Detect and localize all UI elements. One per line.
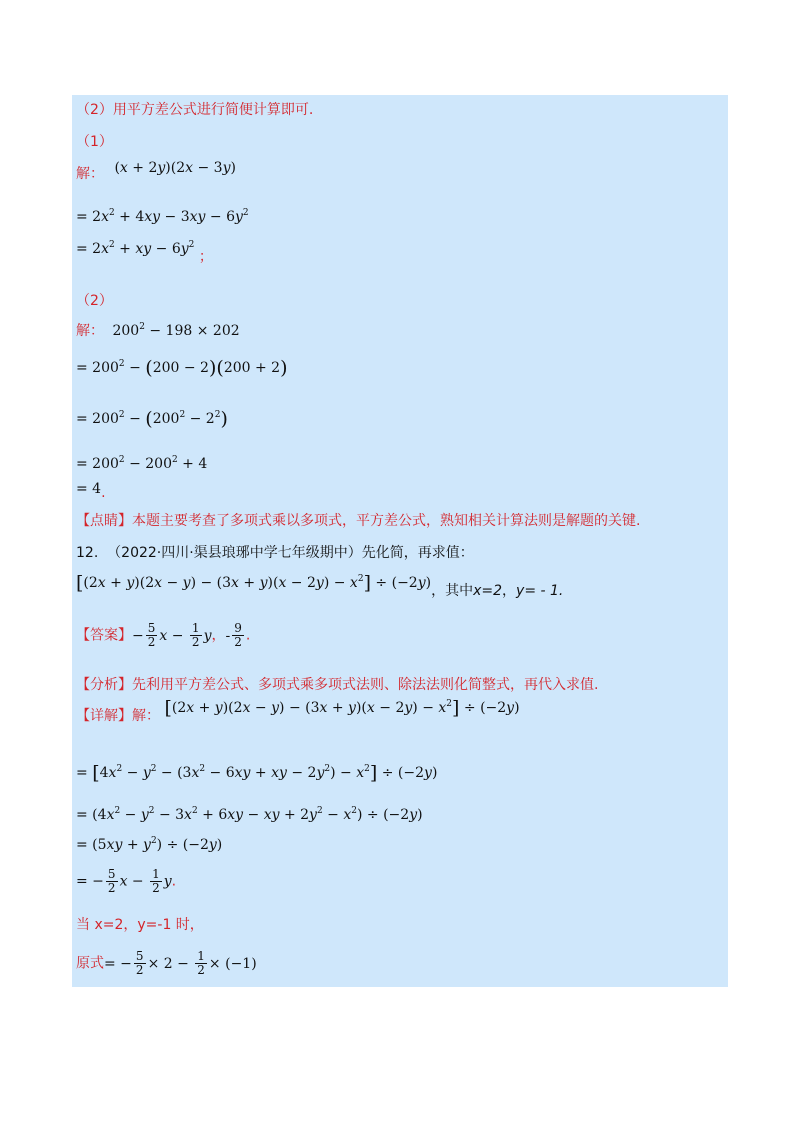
sol1-label: （1） — [76, 134, 113, 150]
sol2-step1: = $200^2 - (200 - 2)(200 + 2)$ — [76, 357, 288, 379]
analysis-note: 【分析】先利用平方差公式、多项式乘多项式法则、除法法则化简整式，再代入求值. — [76, 677, 599, 693]
detail-expr: $[(2x + y)(2x - y) - (3x + y)(x - 2y) - x^2] \div (-2y)$ — [164, 697, 520, 719]
dianjing-note: 【点睛】本题主要考查了多项式乘以多项式，平方差公式，熟知相关计算法则是解题的关键. — [76, 513, 641, 529]
sol2-jie: 解： — [76, 323, 104, 339]
q12-number: 12. — [76, 545, 99, 561]
q12-cond: ，其中x=2，y= - 1. — [431, 583, 564, 599]
answer-tag: 【答案】 — [76, 627, 132, 644]
hint-part2: （2）用平方差公式进行简便计算即可. — [76, 102, 314, 118]
detail-orig-line — [76, 950, 257, 977]
sol2-step3: = $200^2 - 200^2 + 4$ — [76, 455, 208, 472]
detail-orig-expr: = − $\frac{5}{2}$ × 2 − $\frac{1}{2}$ × (−1) — [104, 949, 257, 977]
sol1-expr: (x + 2y)(2x − 3y) — [114, 160, 236, 176]
sol2-end: . — [101, 485, 106, 501]
sol2-step2: = $200^2 - (200^2 - 2^2)$ — [76, 408, 228, 430]
detail-step2: = ($4x^2 - y^2 - 3x^2 + 6xy$ − xy + $2y^2 - x^2) \div (-2y)$ — [76, 806, 423, 823]
detail-step3: = $(5xy + y^2) \div (-2y)$ — [76, 836, 223, 853]
detail-tag: 【详解】解： — [76, 708, 160, 724]
detail-step1: = [$4x^2 - y^2 - (3x^2 - 6xy$ + xy − $2y^2) - x^2] \div (-2y)$ — [76, 762, 438, 784]
sol2-expr-line — [76, 322, 240, 340]
sol1-end: ； — [198, 249, 213, 265]
answer-line: 【答案】− $\frac{5}{2}$ x − $\frac{1}{2}$ y，- $\frac{9}{2}$ . — [76, 621, 251, 649]
sol1-step2: = $2x^2$ + xy − $6y^2$ ； — [76, 240, 213, 265]
q12-expr: $[(2x + y)(2x - y) - (3x + y)(x - 2y) - x^2] \div (-2y)$ — [76, 572, 432, 594]
sol2-step4: = 4. — [76, 481, 106, 501]
detail-when: 当 x=2，y=-1 时， — [76, 917, 204, 933]
q12-header — [76, 544, 474, 562]
q12-expr-line — [76, 572, 564, 599]
sol1-step1: = $2x^2 + 4xy - 3xy - 6y^2$ — [76, 208, 249, 225]
sol2-expr: $200^2 - 198 \times 202$ — [112, 322, 240, 339]
answer-value1: − $\frac{5}{2}$ x − $\frac{1}{2}$ y — [132, 621, 212, 649]
detail-orig-label: 原式 — [76, 955, 104, 972]
sol2-label: （2） — [76, 293, 113, 309]
sol1-jie: 解： — [76, 166, 104, 182]
answer-value2: - $\frac{9}{2}$ — [225, 621, 242, 649]
q12-source: （2022·四川·渠县琅琊中学七年级期中）先化简，再求值： — [107, 545, 474, 561]
detail-expr-line — [76, 697, 520, 725]
detail-step4: = − $\frac{5}{2}$ x − $\frac{1}{2}$ y. — [76, 867, 177, 895]
sol1-expr-line — [76, 160, 236, 183]
